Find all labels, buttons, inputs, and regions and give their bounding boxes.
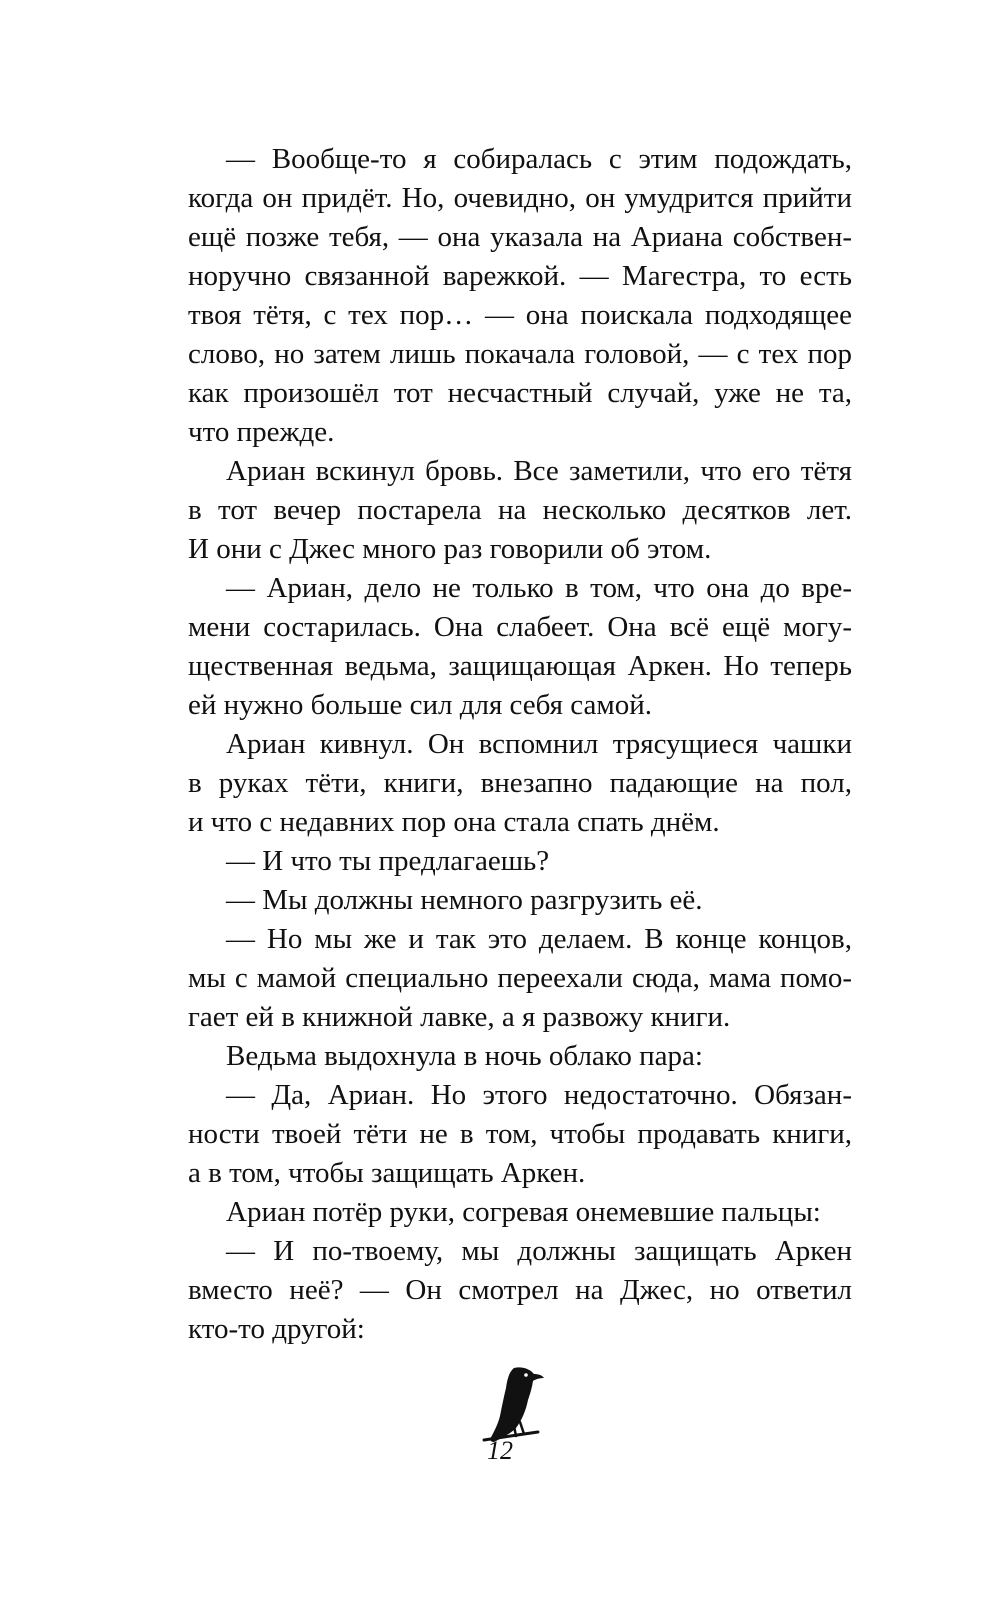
text-line: ей нужно больше сил для себя самой. (188, 689, 652, 721)
text-line: И они с Джес много раз говорили об этом. (188, 533, 712, 565)
text-line: твоя тётя, с тех пор… — она поискала подходящее (188, 299, 852, 331)
text-line: когда он придёт. Но, очевидно, он умудрится прийти (188, 182, 852, 214)
text-line: — Мы должны немного разгрузить её. (226, 884, 703, 916)
text-line: и что с недавних пор она стала спать днём. (188, 806, 720, 838)
text-line: — И что ты предлагаешь? (226, 845, 550, 877)
text-line: Ариан кивнул. Он вспомнил трясущиеся чашки (226, 728, 852, 760)
text-line: мени состарилась. Она слабеет. Она всё ещё могу- (188, 611, 852, 643)
text-line: слово, но затем лишь покачала головой, — с тех пор (188, 338, 852, 370)
text-line: — Вообще-то я собиралась с этим подождать, (226, 143, 852, 175)
text-line: — И по-твоему, мы должны защищать Аркен (226, 1235, 852, 1267)
body-text (188, 140, 852, 1349)
text-line: ности твоей тёти не в том, чтобы продавать книги, (188, 1118, 852, 1150)
text-line: в тот вечер постарела на несколько десятков лет. (188, 494, 852, 526)
text-line: а в том, чтобы защищать Аркен. (188, 1157, 586, 1189)
text-line: мы с мамой специально переехали сюда, мама помо- (188, 962, 852, 994)
text-line: Ариан вскинул бровь. Все заметили, что его тётя (226, 455, 852, 487)
text-line: как произошёл тот несчастный случай, уже не та, (188, 377, 852, 409)
text-line: ещё позже тебя, — она указала на Ариана собствен- (188, 221, 852, 253)
text-line: — Но мы же и так это делаем. В конце концов, (226, 923, 852, 955)
text-line: Ариан потёр руки, согревая онемевшие пальцы: (226, 1196, 821, 1228)
text-line: норучно связанной варежкой. — Магестра, то есть (188, 260, 852, 292)
text-line: кто-то другой: (188, 1313, 365, 1345)
text-line: гает ей в книжной лавке, а я развожу книги. (188, 1001, 731, 1033)
text-line: щественная ведьма, защищающая Аркен. Но теперь (188, 650, 852, 682)
text-line: что прежде. (188, 416, 335, 448)
page-number: 12 (487, 1436, 513, 1465)
text-line: вместо неё? — Он смотрел на Джес, но ответил (188, 1274, 852, 1306)
text-line: — Да, Ариан. Но этого недостаточно. Обязан- (226, 1079, 852, 1111)
text-line: в руках тёти, книги, внезапно падающие на пол, (188, 767, 852, 799)
text-line: — Ариан, дело не только в том, что она до вре- (226, 572, 852, 604)
text-line: Ведьма выдохнула в ночь облако пара: (226, 1040, 703, 1072)
